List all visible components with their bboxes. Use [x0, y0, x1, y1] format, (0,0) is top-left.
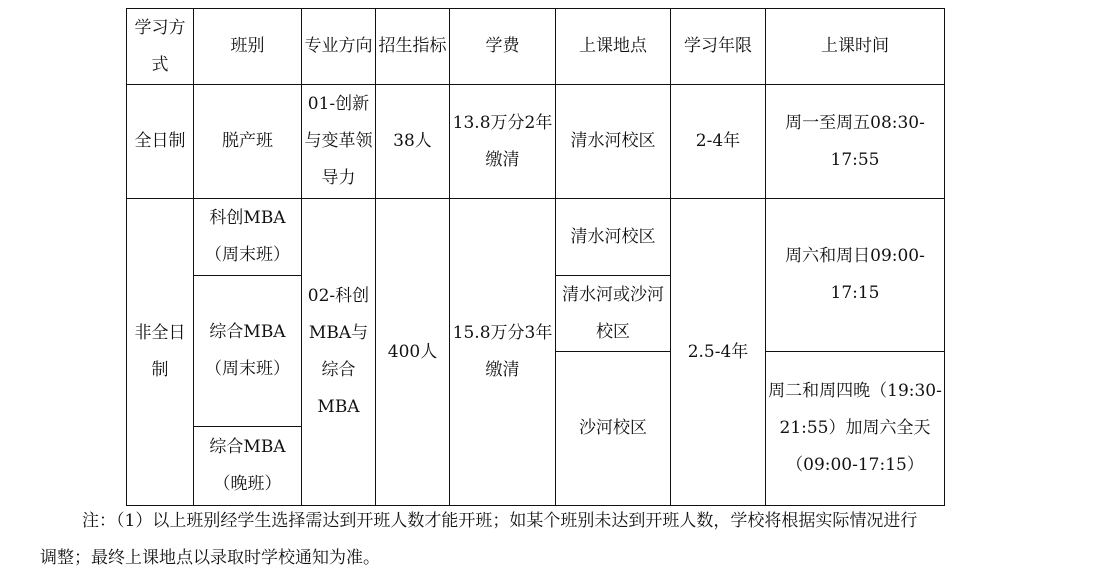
header-mode: 学习方式 — [127, 9, 194, 85]
parttime-years: 2.5-4年 — [671, 199, 766, 506]
parttime-class-3: 综合MBA（晚班） — [194, 427, 302, 506]
parttime-location-1: 清水河校区 — [556, 199, 671, 276]
fulltime-mode: 全日制 — [127, 85, 194, 199]
parttime-mode: 非全日制 — [127, 199, 194, 506]
fulltime-fee: 13.8万分2年缴清 — [450, 85, 556, 199]
parttime-quota: 400人 — [376, 199, 450, 506]
note-line-2: 调整；最终上课地点以录取时学校通知为准。 — [40, 548, 380, 568]
parttime-class-2: 综合MBA（周末班） — [194, 276, 302, 427]
program-table — [126, 8, 945, 506]
header-fee: 学费 — [450, 9, 556, 85]
fulltime-quota: 38人 — [376, 85, 450, 199]
fulltime-time: 周一至周五08:30-17:55 — [766, 85, 945, 199]
fulltime-row — [127, 85, 945, 199]
fulltime-years: 2-4年 — [671, 85, 766, 199]
header-class: 班别 — [194, 9, 302, 85]
parttime-time-1: 周六和周日09:00-17:15 — [766, 199, 945, 352]
parttime-fee: 15.8万分3年缴清 — [450, 199, 556, 506]
header-location: 上课地点 — [556, 9, 671, 85]
parttime-time-2: 周二和周四晚（19:30-21:55）加周六全天（09:00-17:15） — [766, 352, 945, 506]
fulltime-class: 脱产班 — [194, 85, 302, 199]
header-row — [127, 9, 945, 85]
header-time: 上课时间 — [766, 9, 945, 85]
parttime-direction: 02-科创MBA与综合MBA — [302, 199, 376, 506]
fulltime-location: 清水河校区 — [556, 85, 671, 199]
parttime-row-1 — [127, 199, 945, 275]
header-quota: 招生指标 — [376, 9, 450, 85]
fulltime-direction: 01-创新与变革领导力 — [302, 85, 376, 199]
parttime-location-2: 清水河或沙河校区 — [556, 276, 671, 352]
parttime-location-3: 沙河校区 — [556, 352, 671, 506]
header-direction: 专业方向 — [302, 9, 376, 85]
header-years: 学习年限 — [671, 9, 766, 85]
note-line-1: 注：（1）以上班别经学生选择需达到开班人数才能开班；如某个班别未达到开班人数，学校将根据实际情况进行 — [82, 511, 918, 531]
parttime-class-1: 科创MBA（周末班） — [194, 199, 302, 276]
